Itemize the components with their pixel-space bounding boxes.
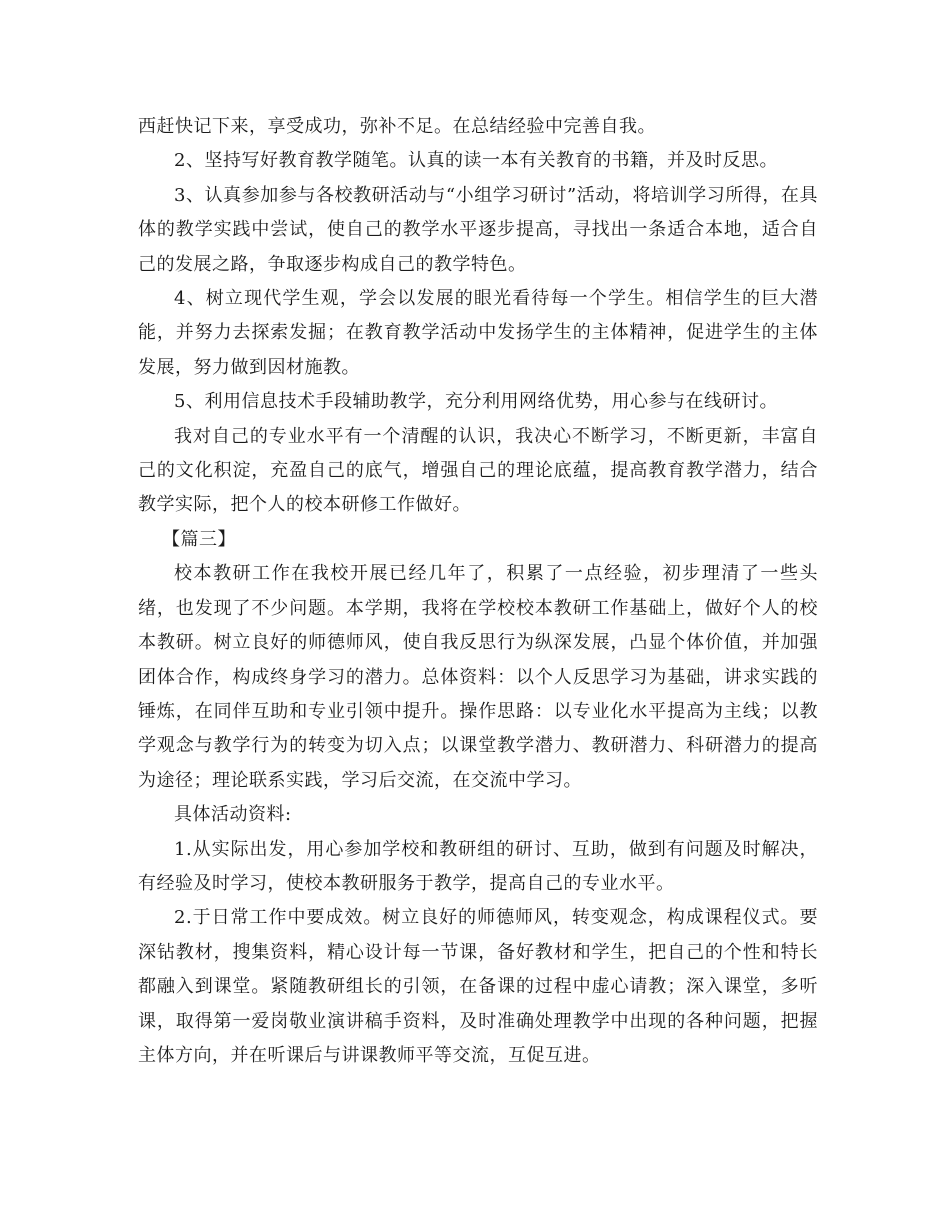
- paragraph-item-2: 2、坚持写好教育教学随笔。认真的读一本有关教育的书籍，并及时反思。: [174, 150, 778, 172]
- paragraph-activity-2: 2.于日常工作中要成效。树立良好的师德师风，转变观念，构成课程仪式。要深钻教材，搜集资料，精心设计每一节课，备好教材和学生，把自己的个性和特长都融入到课堂。紧随教研组长的引领，在备课的过程中虚心请教；深入课堂，多听课，取得第一爱岗敬业演讲稿手资料，及时准确处理教学中出现的各种问题，把握主体方向，并在听课后与讲课教师平等交流，互促互进。: [138, 907, 818, 1066]
- paragraph-continuation: 西赶快记下来，享受成功，弥补不足。在总结经验中完善自我。: [138, 116, 656, 137]
- paragraph-summary: 我对自己的专业水平有一个清醒的认识，我决心不断学习，不断更新，丰富自己的文化积淀，充盈自己的底气，增强自己的理论底蕴，提高教育教学潜力，结合教学实际，把个人的校本研修工作做好。: [138, 425, 818, 516]
- paragraph-item-5: 5、利用信息技术手段辅助教学，充分利用网络优势，用心参与在线研讨。: [174, 391, 778, 413]
- paragraph-activities-label: 具体活动资料:: [174, 804, 292, 826]
- section-heading: 【篇三】: [162, 528, 236, 550]
- paragraph-activity-1: 1.从实际出发，用心参加学校和教研组的研讨、互助，做到有问题及时解决，有经验及时学习，使校本教研服务于教学，提高自己的专业水平。: [138, 838, 818, 894]
- paragraph-item-3: 3、认真参加参与各校教研活动与“小组学习研讨”活动，将培训学习所得，在具体的教学实践中尝试，使自己的教学水平逐步提高，寻找出一条适合本地，适合自己的发展之路，争取逐步构成自己的教学特色。: [138, 184, 818, 275]
- paragraph-section-intro: 校本教研工作在我校开展已经几年了，积累了一点经验，初步理清了一些头绪，也发现了不少问题。本学期，我将在学校校本教研工作基础上，做好个人的校本教研。树立良好的师德师风，使自我反思行为纵深发展，凸显个体价值，并加强团体合作，构成终身学习的潜力。总体资料：以个人反思学习为基础，讲求实践的锤炼，在同伴互助和专业引领中提升。操作思路：以专业化水平提高为主线；以教学观念与教学行为的转变为切入点；以课堂教学潜力、教研潜力、科研潜力的提高为途径；理论联系实践，学习后交流，在交流中学习。: [138, 563, 818, 791]
- document-body: [138, 110, 818, 1073]
- paragraph-item-4: 4、树立现代学生观，学会以发展的眼光看待每一个学生。相信学生的巨大潜能，并努力去探索发掘；在教育教学活动中发扬学生的主体精神，促进学生的主体发展，努力做到因材施教。: [138, 288, 818, 378]
